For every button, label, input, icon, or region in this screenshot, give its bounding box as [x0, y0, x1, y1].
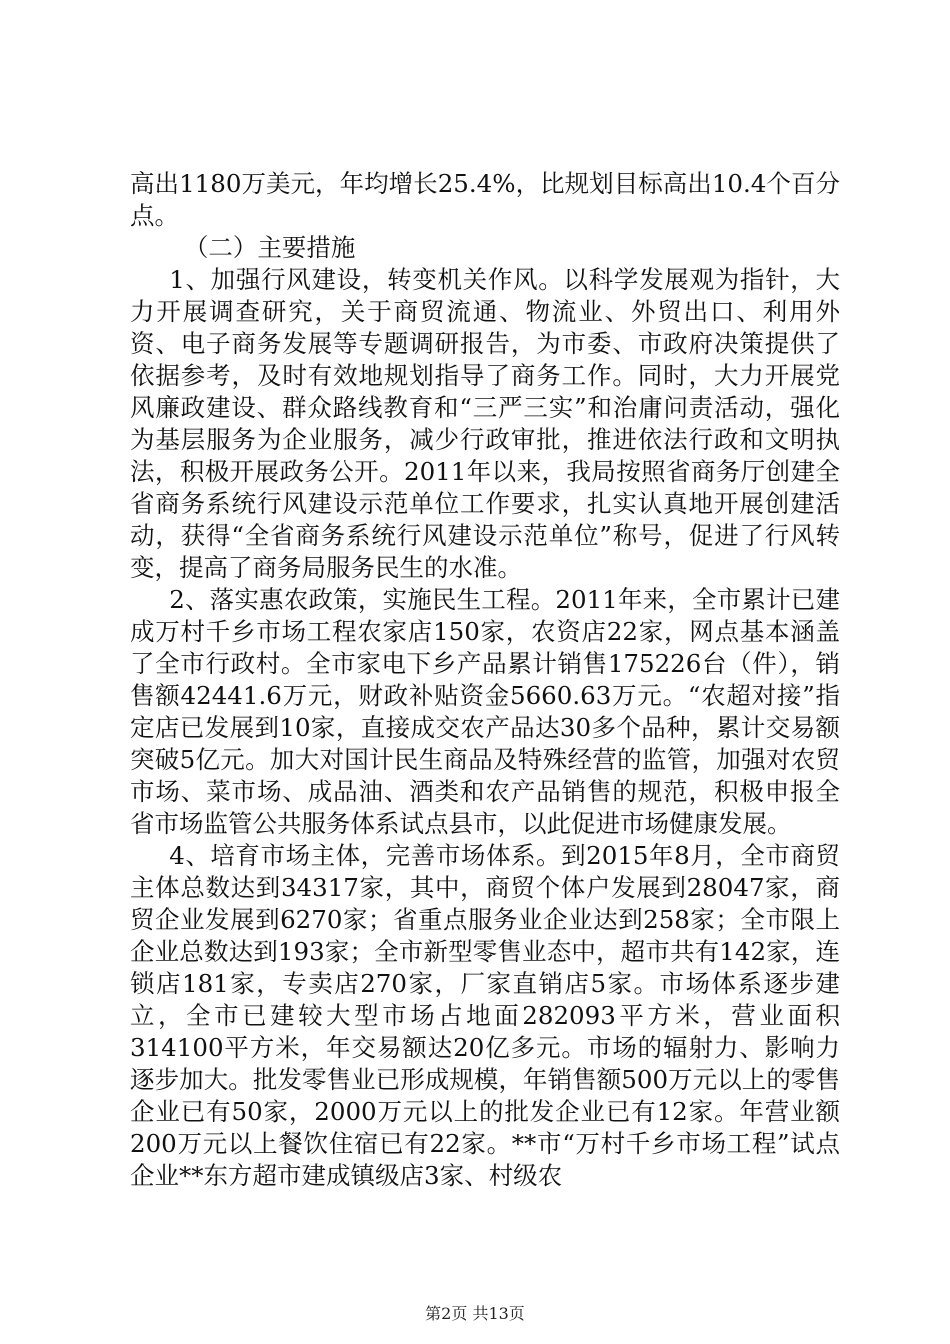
paragraph-item-4: 4、培育市场主体，完善市场体系。到2015年8月，全市商贸主体总数达到34317家，其中，商贸个体户发展到28047家，商贸企业发展到6270家；省重点服务业企业达到258家；全市限上企业总数达到193家；全市新型零售业态中，超市共有142家，连锁店181家，专卖店270家，厂家直销店5家。市场体系逐步建立，全市已建较大型市场占地面282093平方米，营业面积314100平方米，年交易额达20亿多元。市场的辐射力、影响力逐步加大。批发零售业已形成规模，年销售额500万元以上的零售企业已有50家，2000万元以上的批发企业已有12家。年营业额200万元以上餐饮住宿已有22家。**市“万村千乡市场工程”试点企业**东方超市建成镇级店3家、村级农 — [130, 841, 840, 1190]
paragraph-continuation: 高出1180万美元，年均增长25.4%，比规划目标高出10.4个百分点。 — [130, 169, 840, 230]
page-footer: 第2页 共13页 — [425, 1304, 525, 1323]
document-body — [130, 168, 840, 1192]
section-heading: （二）主要措施 — [183, 233, 356, 262]
paragraph-item-2: 2、落实惠农政策，实施民生工程。2011年来，全市累计已建成万村千乡市场工程农家店150家，农资店22家，网点基本涵盖了全市行政村。全市家电下乡产品累计销售175226台（件），销售额42441.6万元，财政补贴资金5660.63万元。“农超对接”指定店已发展到10家，直接成交农产品达30多个品种，累计交易额突破5亿元。加大对国计民生商品及特殊经营的监管，加强对农贸市场、菜市场、成品油、酒类和农产品销售的规范，积极申报全省市场监管公共服务体系试点县市，以此促进市场健康发展。 — [130, 585, 840, 838]
paragraph-item-1: 1、加强行风建设，转变机关作风。以科学发展观为指针，大力开展调查研究，关于商贸流通、物流业、外贸出口、利用外资、电子商务发展等专题调研报告，为市委、市政府决策提供了依据参考，及时有效地规划指导了商务工作。同时，大力开展党风廉政建设、群众路线教育和“三严三实”和治庸问责活动，强化为基层服务为企业服务，减少行政审批，推进依法行政和文明执法，积极开展政务公开。2011年以来，我局按照省商务厅创建全省商务系统行风建设示范单位工作要求，扎实认真地开展创建活动，获得“全省商务系统行风建设示范单位”称号，促进了行风转变，提高了商务局服务民生的水准。 — [130, 265, 840, 582]
